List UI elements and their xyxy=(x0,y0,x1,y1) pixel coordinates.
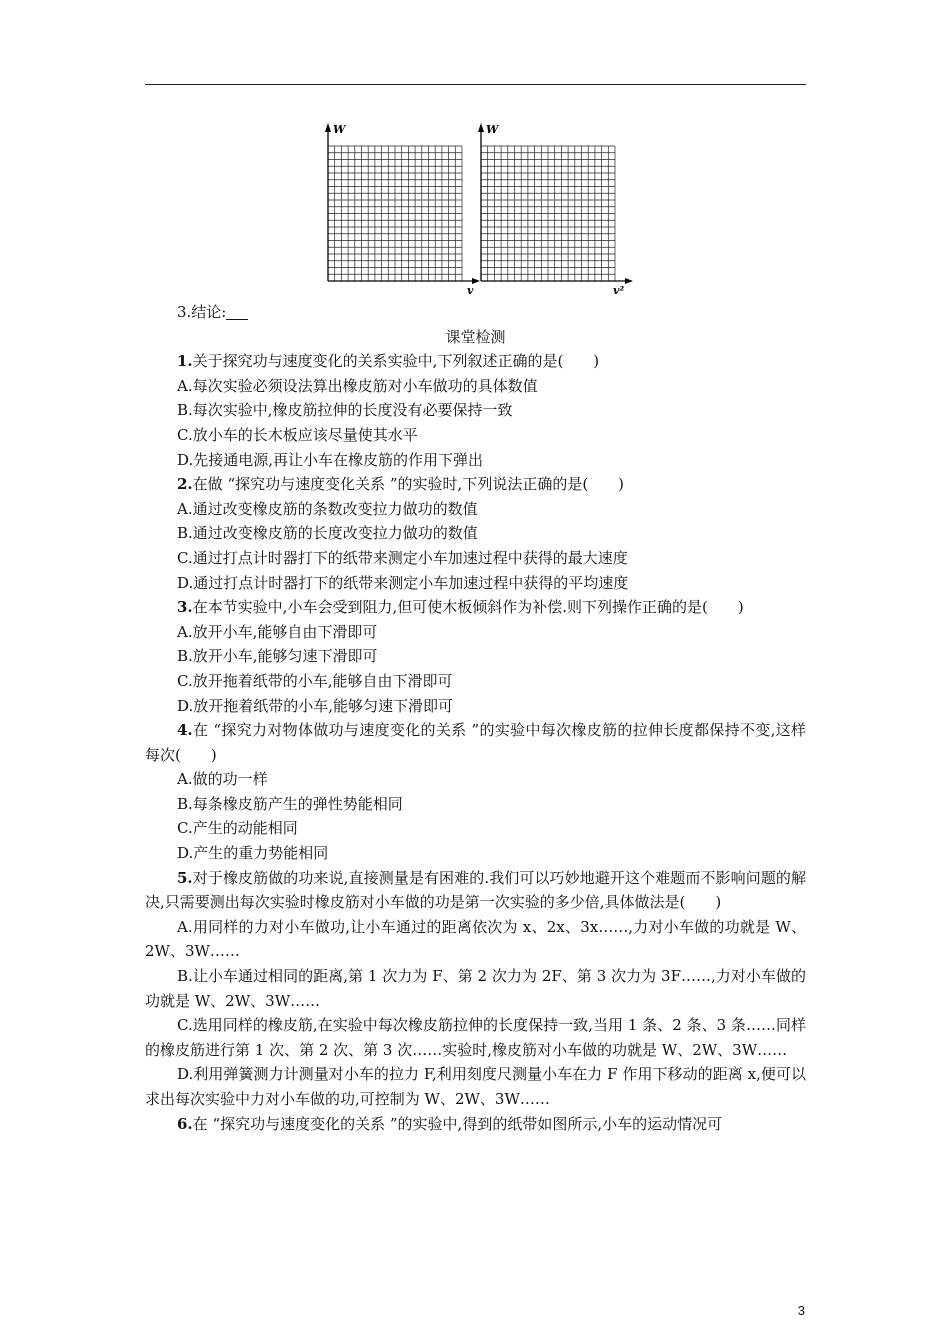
answer-option: D.利用弹簧测力计测量对小车的拉力 F,利用刻度尺测量小车在力 F 作用下移动的距离 x,便可以求出每次实验中力对小车做的功,可控制为 W、2W、3W…… xyxy=(145,1065,806,1108)
question-stem xyxy=(145,349,806,374)
question-text: 在 “探究力对物体做功与速度变化的关系 ”的实验中每次橡皮筋的拉伸长度都保持不变,这样每次( ) xyxy=(145,721,806,764)
conclusion-label: 3.结论: xyxy=(177,303,227,321)
answer-option: B.通过改变橡皮筋的长度改变拉力做功的数值 xyxy=(177,524,478,543)
question-number: 6. xyxy=(177,1114,193,1133)
left-y-axis-label: W xyxy=(333,123,346,136)
answer-blank[interactable] xyxy=(226,303,248,320)
question-text: 对于橡皮筋做的功来说,直接测量是有困难的.我们可以巧妙地避开这个难题而不影响问题的解决,只需要测出每次实验时橡皮筋对小车做的功是第一次实验的多少倍,具体做法是( ) xyxy=(145,868,806,912)
left-graph-y-arrow xyxy=(325,123,331,132)
header-rule xyxy=(145,84,806,85)
answer-option: C.通过打点计时器打下的纸带来测定小车加速过程中获得的最大速度 xyxy=(177,548,628,567)
right-graph-y-arrow xyxy=(478,123,484,132)
w-v-graph xyxy=(325,123,480,284)
question-number: 1. xyxy=(177,352,193,371)
question-text: 在 “探究功与速度变化的关系 ”的实验中,得到的纸带如图所示,小车的运动情况可 xyxy=(192,1114,723,1133)
right-x-axis-label: v² xyxy=(613,284,625,297)
page-content xyxy=(145,300,806,1136)
page-number: 3 xyxy=(797,1303,805,1318)
question-number: 2. xyxy=(177,475,193,494)
answer-option: C.放开拖着纸带的小车,能够自由下滑即可 xyxy=(177,671,453,690)
answer-option: A.每次实验必须设法算出橡皮筋对小车做功的具体数值 xyxy=(177,376,538,395)
question-number: 3. xyxy=(177,598,193,617)
question-stem xyxy=(145,866,806,915)
answer-option: D.通过打点计时器打下的纸带来测定小车加速过程中获得的平均速度 xyxy=(177,573,629,592)
question-text: 关于探究功与速度变化的关系实验中,下列叙述正确的是( ) xyxy=(192,352,600,371)
answer-option: D.放开拖着纸带的小车,能够匀速下滑即可 xyxy=(177,696,454,715)
question-text: 在做 “探究功与速度变化关系 ”的实验时,下列说法正确的是( ) xyxy=(192,475,625,494)
answer-option: C.选用同样的橡皮筋,在实验中每次橡皮筋拉伸的长度保持一致,当用 1 条、2 条、3 条……同样的橡皮筋进行第 1 次、第 2 次、第 3 次……实验时,橡皮筋对小车做的功就是 W、2W、3W…… xyxy=(145,1016,806,1059)
right-y-axis-label: W xyxy=(486,123,499,136)
question-stem xyxy=(145,1112,806,1137)
graph-figures xyxy=(300,118,640,298)
answer-option: A.放开小车,能够自由下滑即可 xyxy=(177,622,378,641)
question-list xyxy=(145,349,806,1136)
answer-option: D.先接通电源,再让小车在橡皮筋的作用下弹出 xyxy=(177,450,484,469)
section-title: 课堂检测 xyxy=(445,327,506,346)
left-x-axis-label: v xyxy=(467,284,474,297)
answer-option: B.让小车通过相同的距离,第 1 次力为 F、第 2 次力为 2F、第 3 次力为 3F……,力对小车做的功就是 W、2W、3W…… xyxy=(145,967,806,1010)
answer-option: C.产生的动能相同 xyxy=(177,819,298,838)
w-v2-graph xyxy=(478,123,633,284)
question-stem xyxy=(145,718,806,767)
answer-option: B.每条橡皮筋产生的弹性势能相同 xyxy=(177,794,403,813)
conclusion-line xyxy=(145,300,806,325)
answer-option: A.做的功一样 xyxy=(177,770,268,789)
answer-option: D.产生的重力势能相同 xyxy=(177,844,329,863)
question-stem xyxy=(145,595,806,620)
right-graph-x-arrow xyxy=(625,278,633,284)
answer-option: C.放小车的长木板应该尽量使其水平 xyxy=(177,425,418,444)
question-number: 5. xyxy=(177,868,193,887)
answer-option: A.用同样的力对小车做功,让小车通过的距离依次为 x、2x、3x……,力对小车做的功就是 W、2W、3W…… xyxy=(145,917,806,961)
answer-option: A.通过改变橡皮筋的条数改变拉力做功的数值 xyxy=(177,499,478,518)
answer-option: B.放开小车,能够匀速下滑即可 xyxy=(177,647,378,666)
question-stem xyxy=(145,472,806,497)
question-text: 在本节实验中,小车会受到阻力,但可使木板倾斜作为补偿.则下列操作正确的是( ) xyxy=(192,598,744,617)
question-number: 4. xyxy=(177,721,193,740)
answer-option: B.每次实验中,橡皮筋拉伸的长度没有必要保持一致 xyxy=(177,401,513,420)
